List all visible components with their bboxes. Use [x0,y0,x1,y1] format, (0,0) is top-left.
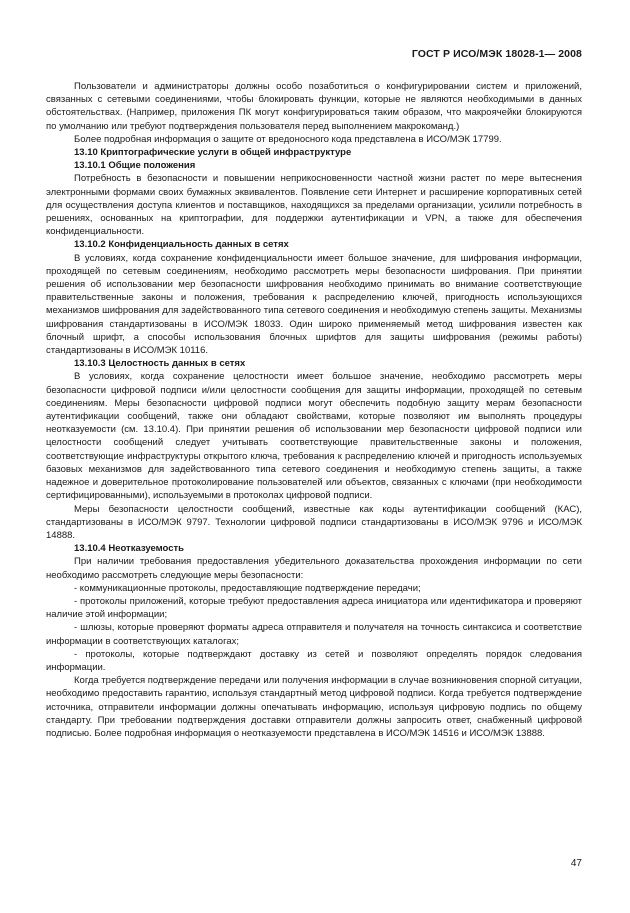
subsection-heading: 13.10.2 Конфиденциальность данных в сетях [74,239,289,251]
paragraph: Более подробная информация о защите от вредоносного кода представлена в ИСО/МЭК 17799. [74,133,502,145]
document-header: ГОСТ Р ИСО/МЭК 18028-1— 2008 [411,48,582,60]
paragraph: При наличии требования предоставления убедительного доказательства прохождения информации по сети необходимо рассмотреть следующие меры безопасности: [46,556,582,581]
subsection-heading: 13.10.4 Неотказуемость [74,543,185,555]
paragraph: В условиях, когда сохранение целостности имеет большое значение, необходимо рассмотреть меры безопасности цифровой подписи и/или целостности сообщения для защиты информации, проходящей по сетевым соединениям. Меры безопасности цифровой подписи могут обеспечить подобную защиту мерам безопасности аутентификации сообщений, также они обладают свойствами, которые позволяют им выполнять процедуры неотказуемости (см. 13.10.4). При принятии решения об использовании мер безопасности цифровой подписи или целостности сообщений следует учитывать соответствующие правительственные законы и положения, соответствующие инфраструктуры открытого ключа, требования к распределению ключей и пригодность используемых базовых механизмов для задействованного типа сетевого соединения и необходимую степень защиты, а также надежное и доверительное протоколирование пользователей или объектов, связанных с ключами (при необходимости сертифицированными), используемыми в протоколах цифровой подписи. [46,371,582,502]
subsection-heading: 13.10.3 Целостность данных в сетях [74,358,246,370]
document-body [46,80,582,740]
paragraph: Меры безопасности целостности сообщений, известные как коды аутентификации сообщений (КАС), стандартизованы в ИСО/МЭК 9797. Технологии цифровой подписи стандартизованы в ИСО/МЭК 9796 и ИСО/МЭК 14888. [46,503,582,541]
paragraph: Когда требуется подтверждение передачи или получения информации в случае возникновения спорной ситуации, необходимо предоставить гарантию, используя стандартный метод цифровой подписи. Когда требуется подтверждение источника, отправители информации должны опечатывать информацию, используя цифровую подпись по общему стандарту. При требовании подтверждения доставки отправители должны запросить ответ, снабженный цифровой подписью. Более подробная информация о неотказуемости представлена в ИСО/МЭК 14516 и ИСО/МЭК 13888. [46,675,582,739]
list-item: - протоколы приложений, которые требуют предоставления адреса инициатора или идентификатора и проверяют наличие этой информации; [46,595,582,621]
paragraph: Потребность в безопасности и повышении неприкосновенности частной жизни растет по мере вытеснения электронными формами своих бумажных эквивалентов. Появление сети Интернет и расширение корпоративных сетей для осуществления доступа клиентов и поставщиков, находящихся за пределами организации, усилили потребность в решениях, основанных на криптографии, для поддержки аутентификации и VPN, а также для обеспечения конфиденциальности. [46,173,582,238]
section-heading: 13.10 Криптографические услуги в общей инфраструктуре [74,147,352,159]
page-number: 47 [570,858,582,869]
subsection-heading: 13.10.1 Общие положения [74,160,196,172]
paragraph: Пользователи и администраторы должны особо позаботиться о конфигурировании систем и приложений, связанных с сетевыми соединениями, чтобы блокировать функции, которые не являются необходимыми в данных обстоятельствах. (Например, приложения ПК могут конфигурироваться таким образом, что макроячейки блокируются по умолчанию или требуют подтверждения пользователя перед выполнением макрокоманд.) [46,81,582,132]
list-item: - коммуникационные протоколы, предоставляющие подтверждение передачи; [74,582,421,594]
list-item: - шлюзы, которые проверяют форматы адреса отправителя и получателя на точность синтаксиса и соответствие информации в соответствующих каталогах; [46,622,582,647]
paragraph: В условиях, когда сохранение конфиденциальности имеет большое значение, для шифрования информации, проходящей по сетевым соединениям, необходимо рассмотреть меры безопасности шифрования. При принятии решения об использовании мер безопасности шифрования необходимо принимать во внимание соответствующие правительственные законы и положения, требования к распределению ключей, пригодность использующихся механизмов шифрования для задействованного типа сетевого соединения и необходимую степень защиты. Механизмы шифрования стандартизованы в ИСО/МЭК 18033. Один широко применяемый метод шифрования известен как блочный шрифт, а способы использования блочных шрифтов для защиты шифрования (режимы работы) стандартизованы в ИСО/МЭК 10116. [46,252,582,357]
list-item: - протоколы, которые подтверждают доставку из сетей и позволяют определять порядок следования информации. [46,648,582,673]
